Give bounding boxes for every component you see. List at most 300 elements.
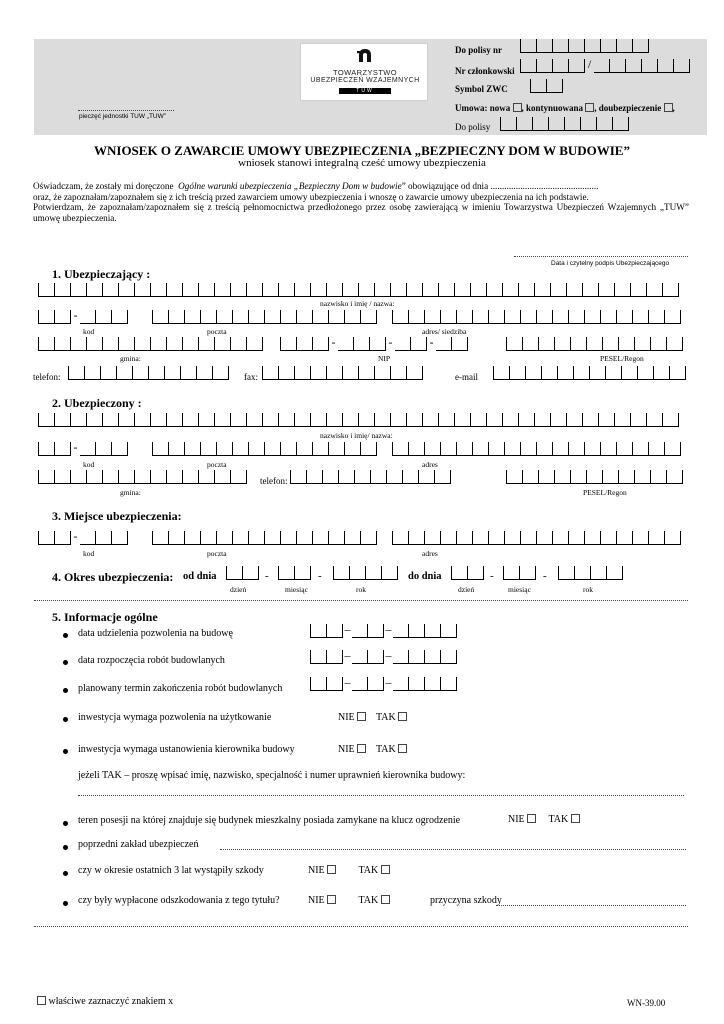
digit-cell[interactable] xyxy=(617,531,633,545)
digit-cell[interactable] xyxy=(455,413,471,427)
digit-cell[interactable] xyxy=(343,283,359,297)
fenced-no-checkbox[interactable] xyxy=(527,814,536,823)
damages-3y-yes-checkbox[interactable] xyxy=(381,865,390,874)
digit-cell[interactable] xyxy=(455,283,471,297)
period-from-day-field[interactable] xyxy=(226,566,259,580)
digit-cell[interactable] xyxy=(297,531,313,545)
digit-cell[interactable] xyxy=(441,310,457,324)
digit-cell[interactable] xyxy=(295,283,311,297)
digit-cell[interactable] xyxy=(201,531,217,545)
digit-cell[interactable] xyxy=(55,413,71,427)
contract-extra-checkbox[interactable] xyxy=(664,103,673,112)
digit-cell[interactable] xyxy=(407,283,423,297)
digit-cell[interactable] xyxy=(391,366,407,380)
digit-cell[interactable] xyxy=(603,470,619,484)
digit-cell[interactable] xyxy=(55,442,71,456)
digit-cell[interactable] xyxy=(587,337,603,351)
digit-cell[interactable] xyxy=(391,413,407,427)
digit-cell[interactable] xyxy=(249,442,265,456)
digit-cell[interactable] xyxy=(567,413,583,427)
digit-cell[interactable] xyxy=(297,442,313,456)
digit-cell[interactable] xyxy=(355,470,371,484)
digit-cell[interactable] xyxy=(307,470,323,484)
digit-cell[interactable] xyxy=(327,366,343,380)
digit-cell[interactable] xyxy=(279,413,295,427)
digit-cell[interactable] xyxy=(149,366,165,380)
digit-cell[interactable] xyxy=(558,366,574,380)
digit-cell[interactable] xyxy=(601,39,617,53)
digit-cell[interactable] xyxy=(217,531,233,545)
digit-cell[interactable] xyxy=(403,470,419,484)
digit-cell[interactable] xyxy=(249,531,265,545)
compensation-no-checkbox[interactable] xyxy=(327,895,336,904)
digit-cell[interactable] xyxy=(231,283,247,297)
digit-cell[interactable] xyxy=(537,531,553,545)
digit-cell[interactable] xyxy=(635,337,651,351)
digit-cell[interactable] xyxy=(135,337,151,351)
planned-end-field[interactable] xyxy=(310,677,457,691)
digit-cell[interactable] xyxy=(279,283,295,297)
digit-cell[interactable] xyxy=(601,531,617,545)
digit-cell[interactable] xyxy=(633,310,649,324)
digit-cell[interactable] xyxy=(547,79,563,93)
digit-cell[interactable] xyxy=(153,310,169,324)
digit-cell[interactable] xyxy=(633,442,649,456)
digit-cell[interactable] xyxy=(368,677,384,691)
digit-cell[interactable] xyxy=(311,624,327,638)
digit-cell[interactable] xyxy=(265,442,281,456)
digit-cell[interactable] xyxy=(647,413,663,427)
digit-cell[interactable] xyxy=(585,39,601,53)
digit-cell[interactable] xyxy=(169,442,185,456)
digit-cell[interactable] xyxy=(213,366,229,380)
digit-cell[interactable] xyxy=(39,413,55,427)
digit-cell[interactable] xyxy=(201,442,217,456)
digit-cell[interactable] xyxy=(201,310,217,324)
digit-cell[interactable] xyxy=(441,442,457,456)
digit-cell[interactable] xyxy=(553,442,569,456)
digit-cell[interactable] xyxy=(393,310,409,324)
digit-cell[interactable] xyxy=(297,310,313,324)
digit-cell[interactable] xyxy=(521,39,537,53)
digit-cell[interactable] xyxy=(359,283,375,297)
digit-cell[interactable] xyxy=(354,337,370,351)
digit-cell[interactable] xyxy=(599,413,615,427)
digit-cell[interactable] xyxy=(263,413,279,427)
policyholder-fax-field[interactable] xyxy=(262,366,423,380)
digit-cell[interactable] xyxy=(531,79,547,93)
digit-cell[interactable] xyxy=(119,337,135,351)
digit-cell[interactable] xyxy=(435,470,451,484)
digit-cell[interactable] xyxy=(594,59,610,73)
digit-cell[interactable] xyxy=(670,366,686,380)
digit-cell[interactable] xyxy=(313,531,329,545)
previous-insurer-line[interactable] xyxy=(220,849,686,850)
digit-cell[interactable] xyxy=(183,413,199,427)
digit-cell[interactable] xyxy=(217,442,233,456)
digit-cell[interactable] xyxy=(39,470,55,484)
insured-name-field[interactable] xyxy=(38,413,679,427)
digit-cell[interactable] xyxy=(581,117,597,131)
digit-cell[interactable] xyxy=(183,283,199,297)
digit-cell[interactable] xyxy=(520,566,536,580)
digit-cell[interactable] xyxy=(87,337,103,351)
digit-cell[interactable] xyxy=(151,470,167,484)
digit-cell[interactable] xyxy=(39,310,55,324)
digit-cell[interactable] xyxy=(375,283,391,297)
digit-cell[interactable] xyxy=(233,531,249,545)
digit-cell[interactable] xyxy=(569,59,585,73)
location-post-field[interactable] xyxy=(152,531,377,545)
digit-cell[interactable] xyxy=(521,310,537,324)
digit-cell[interactable] xyxy=(559,566,575,580)
digit-cell[interactable] xyxy=(80,310,96,324)
start-date-field[interactable] xyxy=(310,650,457,664)
digit-cell[interactable] xyxy=(419,470,435,484)
digit-cell[interactable] xyxy=(523,470,539,484)
digit-cell[interactable] xyxy=(651,470,667,484)
digit-cell[interactable] xyxy=(183,337,199,351)
digit-cell[interactable] xyxy=(352,677,368,691)
digit-cell[interactable] xyxy=(571,337,587,351)
digit-cell[interactable] xyxy=(55,310,71,324)
insured-address-field[interactable] xyxy=(392,442,681,456)
digit-cell[interactable] xyxy=(359,366,375,380)
to-policy-field[interactable] xyxy=(500,117,629,131)
digit-cell[interactable] xyxy=(96,442,112,456)
digit-cell[interactable] xyxy=(153,442,169,456)
digit-cell[interactable] xyxy=(217,310,233,324)
digit-cell[interactable] xyxy=(425,310,441,324)
digit-cell[interactable] xyxy=(231,413,247,427)
digit-cell[interactable] xyxy=(537,310,553,324)
digit-cell[interactable] xyxy=(151,337,167,351)
digit-cell[interactable] xyxy=(551,413,567,427)
policyholder-postcode-field[interactable] xyxy=(38,310,128,324)
digit-cell[interactable] xyxy=(473,310,489,324)
digit-cell[interactable] xyxy=(651,337,667,351)
digit-cell[interactable] xyxy=(441,531,457,545)
digit-cell[interactable] xyxy=(199,283,215,297)
digit-cell[interactable] xyxy=(409,677,425,691)
digit-cell[interactable] xyxy=(329,531,345,545)
digit-cell[interactable] xyxy=(631,283,647,297)
digit-cell[interactable] xyxy=(263,366,279,380)
digit-cell[interactable] xyxy=(555,470,571,484)
digit-cell[interactable] xyxy=(471,283,487,297)
digit-cell[interactable] xyxy=(339,470,355,484)
digit-cell[interactable] xyxy=(87,470,103,484)
manager-required-no-checkbox[interactable] xyxy=(357,744,366,753)
policyholder-nip-field[interactable] xyxy=(280,337,468,351)
policy-number-field[interactable] xyxy=(520,39,649,53)
digit-cell[interactable] xyxy=(617,442,633,456)
damages-3y-no-checkbox[interactable] xyxy=(327,865,336,874)
digit-cell[interactable] xyxy=(112,531,128,545)
digit-cell[interactable] xyxy=(395,337,411,351)
digit-cell[interactable] xyxy=(590,366,606,380)
digit-cell[interactable] xyxy=(533,117,549,131)
digit-cell[interactable] xyxy=(407,413,423,427)
digit-cell[interactable] xyxy=(457,442,473,456)
digit-cell[interactable] xyxy=(391,283,407,297)
digit-cell[interactable] xyxy=(549,117,565,131)
digit-cell[interactable] xyxy=(361,531,377,545)
digit-cell[interactable] xyxy=(295,566,311,580)
digit-cell[interactable] xyxy=(368,650,384,664)
manager-details-line[interactable] xyxy=(78,795,684,796)
digit-cell[interactable] xyxy=(352,650,368,664)
digit-cell[interactable] xyxy=(71,413,87,427)
digit-cell[interactable] xyxy=(368,624,384,638)
digit-cell[interactable] xyxy=(103,470,119,484)
digit-cell[interactable] xyxy=(654,366,670,380)
digit-cell[interactable] xyxy=(601,442,617,456)
digit-cell[interactable] xyxy=(71,283,87,297)
digit-cell[interactable] xyxy=(169,310,185,324)
policyholder-address-field[interactable] xyxy=(392,310,681,324)
digit-cell[interactable] xyxy=(591,566,607,580)
digit-cell[interactable] xyxy=(489,531,505,545)
digit-cell[interactable] xyxy=(551,283,567,297)
digit-cell[interactable] xyxy=(519,283,535,297)
digit-cell[interactable] xyxy=(69,366,85,380)
digit-cell[interactable] xyxy=(313,310,329,324)
digit-cell[interactable] xyxy=(569,531,585,545)
digit-cell[interactable] xyxy=(281,442,297,456)
digit-cell[interactable] xyxy=(665,310,681,324)
location-postcode-field[interactable] xyxy=(38,531,128,545)
policyholder-phone-field[interactable] xyxy=(68,366,229,380)
digit-cell[interactable] xyxy=(567,283,583,297)
digit-cell[interactable] xyxy=(452,566,468,580)
digit-cell[interactable] xyxy=(281,531,297,545)
digit-cell[interactable] xyxy=(569,310,585,324)
fenced-yes-checkbox[interactable] xyxy=(571,814,580,823)
digit-cell[interactable] xyxy=(375,413,391,427)
digit-cell[interactable] xyxy=(452,337,468,351)
digit-cell[interactable] xyxy=(619,337,635,351)
digit-cell[interactable] xyxy=(441,650,457,664)
digit-cell[interactable] xyxy=(649,442,665,456)
digit-cell[interactable] xyxy=(539,337,555,351)
digit-cell[interactable] xyxy=(327,624,343,638)
digit-cell[interactable] xyxy=(631,413,647,427)
digit-cell[interactable] xyxy=(311,413,327,427)
digit-cell[interactable] xyxy=(619,470,635,484)
digit-cell[interactable] xyxy=(537,59,553,73)
period-from-year-field[interactable] xyxy=(333,566,398,580)
digit-cell[interactable] xyxy=(169,531,185,545)
digit-cell[interactable] xyxy=(231,470,247,484)
digit-cell[interactable] xyxy=(393,677,409,691)
period-to-year-field[interactable] xyxy=(558,566,623,580)
digit-cell[interactable] xyxy=(505,310,521,324)
digit-cell[interactable] xyxy=(585,531,601,545)
digit-cell[interactable] xyxy=(135,283,151,297)
digit-cell[interactable] xyxy=(505,531,521,545)
digit-cell[interactable] xyxy=(199,470,215,484)
insured-gmina-field[interactable] xyxy=(38,470,247,484)
digit-cell[interactable] xyxy=(338,337,354,351)
digit-cell[interactable] xyxy=(279,566,295,580)
digit-cell[interactable] xyxy=(39,337,55,351)
digit-cell[interactable] xyxy=(487,413,503,427)
digit-cell[interactable] xyxy=(233,310,249,324)
digit-cell[interactable] xyxy=(517,117,533,131)
digit-cell[interactable] xyxy=(167,337,183,351)
digit-cell[interactable] xyxy=(489,442,505,456)
digit-cell[interactable] xyxy=(181,366,197,380)
digit-cell[interactable] xyxy=(569,39,585,53)
digit-cell[interactable] xyxy=(295,366,311,380)
digit-cell[interactable] xyxy=(359,413,375,427)
digit-cell[interactable] xyxy=(382,566,398,580)
digit-cell[interactable] xyxy=(55,531,71,545)
digit-cell[interactable] xyxy=(165,366,181,380)
digit-cell[interactable] xyxy=(39,442,55,456)
digit-cell[interactable] xyxy=(199,413,215,427)
digit-cell[interactable] xyxy=(521,59,537,73)
digit-cell[interactable] xyxy=(585,310,601,324)
digit-cell[interactable] xyxy=(215,337,231,351)
digit-cell[interactable] xyxy=(615,413,631,427)
digit-cell[interactable] xyxy=(167,283,183,297)
digit-cell[interactable] xyxy=(327,677,343,691)
digit-cell[interactable] xyxy=(393,624,409,638)
digit-cell[interactable] xyxy=(197,366,213,380)
digit-cell[interactable] xyxy=(151,413,167,427)
permit-date-field[interactable] xyxy=(310,624,457,638)
digit-cell[interactable] xyxy=(658,59,674,73)
digit-cell[interactable] xyxy=(583,413,599,427)
digit-cell[interactable] xyxy=(425,531,441,545)
policyholder-gmina-field[interactable] xyxy=(38,337,263,351)
digit-cell[interactable] xyxy=(601,310,617,324)
digit-cell[interactable] xyxy=(119,470,135,484)
digit-cell[interactable] xyxy=(112,310,128,324)
policyholder-post-field[interactable] xyxy=(152,310,377,324)
digit-cell[interactable] xyxy=(393,650,409,664)
digit-cell[interactable] xyxy=(503,413,519,427)
digit-cell[interactable] xyxy=(135,470,151,484)
digit-cell[interactable] xyxy=(80,442,96,456)
digit-cell[interactable] xyxy=(649,531,665,545)
digit-cell[interactable] xyxy=(334,566,350,580)
digit-cell[interactable] xyxy=(101,366,117,380)
digit-cell[interactable] xyxy=(55,337,71,351)
digit-cell[interactable] xyxy=(425,650,441,664)
digit-cell[interactable] xyxy=(263,283,279,297)
digit-cell[interactable] xyxy=(361,442,377,456)
digit-cell[interactable] xyxy=(345,442,361,456)
insured-postcode-field[interactable] xyxy=(38,442,128,456)
digit-cell[interactable] xyxy=(597,117,613,131)
digit-cell[interactable] xyxy=(553,531,569,545)
digit-cell[interactable] xyxy=(667,470,683,484)
digit-cell[interactable] xyxy=(439,413,455,427)
digit-cell[interactable] xyxy=(535,413,551,427)
digit-cell[interactable] xyxy=(409,442,425,456)
digit-cell[interactable] xyxy=(626,59,642,73)
digit-cell[interactable] xyxy=(473,531,489,545)
digit-cell[interactable] xyxy=(247,413,263,427)
digit-cell[interactable] xyxy=(350,566,366,580)
digit-cell[interactable] xyxy=(199,337,215,351)
digit-cell[interactable] xyxy=(439,283,455,297)
digit-cell[interactable] xyxy=(327,283,343,297)
period-to-day-field[interactable] xyxy=(451,566,484,580)
digit-cell[interactable] xyxy=(504,566,520,580)
digit-cell[interactable] xyxy=(507,337,523,351)
digit-cell[interactable] xyxy=(71,470,87,484)
digit-cell[interactable] xyxy=(555,337,571,351)
digit-cell[interactable] xyxy=(329,442,345,456)
digit-cell[interactable] xyxy=(249,310,265,324)
contract-renewed-checkbox[interactable] xyxy=(585,103,594,112)
digit-cell[interactable] xyxy=(327,650,343,664)
digit-cell[interactable] xyxy=(85,366,101,380)
digit-cell[interactable] xyxy=(607,566,623,580)
period-to-month-field[interactable] xyxy=(503,566,536,580)
member-number-field[interactable] xyxy=(520,59,690,73)
digit-cell[interactable] xyxy=(441,677,457,691)
digit-cell[interactable] xyxy=(585,442,601,456)
digit-cell[interactable] xyxy=(649,310,665,324)
usage-permit-yes-checkbox[interactable] xyxy=(398,712,407,721)
digit-cell[interactable] xyxy=(311,650,327,664)
digit-cell[interactable] xyxy=(638,366,654,380)
digit-cell[interactable] xyxy=(537,39,553,53)
digit-cell[interactable] xyxy=(521,531,537,545)
digit-cell[interactable] xyxy=(409,650,425,664)
digit-cell[interactable] xyxy=(167,470,183,484)
digit-cell[interactable] xyxy=(507,470,523,484)
digit-cell[interactable] xyxy=(185,310,201,324)
digit-cell[interactable] xyxy=(521,442,537,456)
digit-cell[interactable] xyxy=(387,470,403,484)
digit-cell[interactable] xyxy=(423,283,439,297)
digit-cell[interactable] xyxy=(231,337,247,351)
digit-cell[interactable] xyxy=(352,624,368,638)
zwc-symbol-field[interactable] xyxy=(530,79,563,93)
digit-cell[interactable] xyxy=(279,366,295,380)
digit-cell[interactable] xyxy=(185,442,201,456)
digit-cell[interactable] xyxy=(370,337,386,351)
digit-cell[interactable] xyxy=(473,442,489,456)
period-from-month-field[interactable] xyxy=(278,566,311,580)
digit-cell[interactable] xyxy=(574,366,590,380)
digit-cell[interactable] xyxy=(329,310,345,324)
digit-cell[interactable] xyxy=(425,442,441,456)
digit-cell[interactable] xyxy=(665,531,681,545)
digit-cell[interactable] xyxy=(411,337,427,351)
digit-cell[interactable] xyxy=(215,413,231,427)
digit-cell[interactable] xyxy=(151,283,167,297)
digit-cell[interactable] xyxy=(487,283,503,297)
digit-cell[interactable] xyxy=(519,413,535,427)
digit-cell[interactable] xyxy=(647,283,663,297)
digit-cell[interactable] xyxy=(603,337,619,351)
manager-required-yes-checkbox[interactable] xyxy=(398,744,407,753)
digit-cell[interactable] xyxy=(153,531,169,545)
digit-cell[interactable] xyxy=(663,413,679,427)
digit-cell[interactable] xyxy=(375,366,391,380)
digit-cell[interactable] xyxy=(583,283,599,297)
digit-cell[interactable] xyxy=(103,283,119,297)
digit-cell[interactable] xyxy=(535,283,551,297)
digit-cell[interactable] xyxy=(575,566,591,580)
